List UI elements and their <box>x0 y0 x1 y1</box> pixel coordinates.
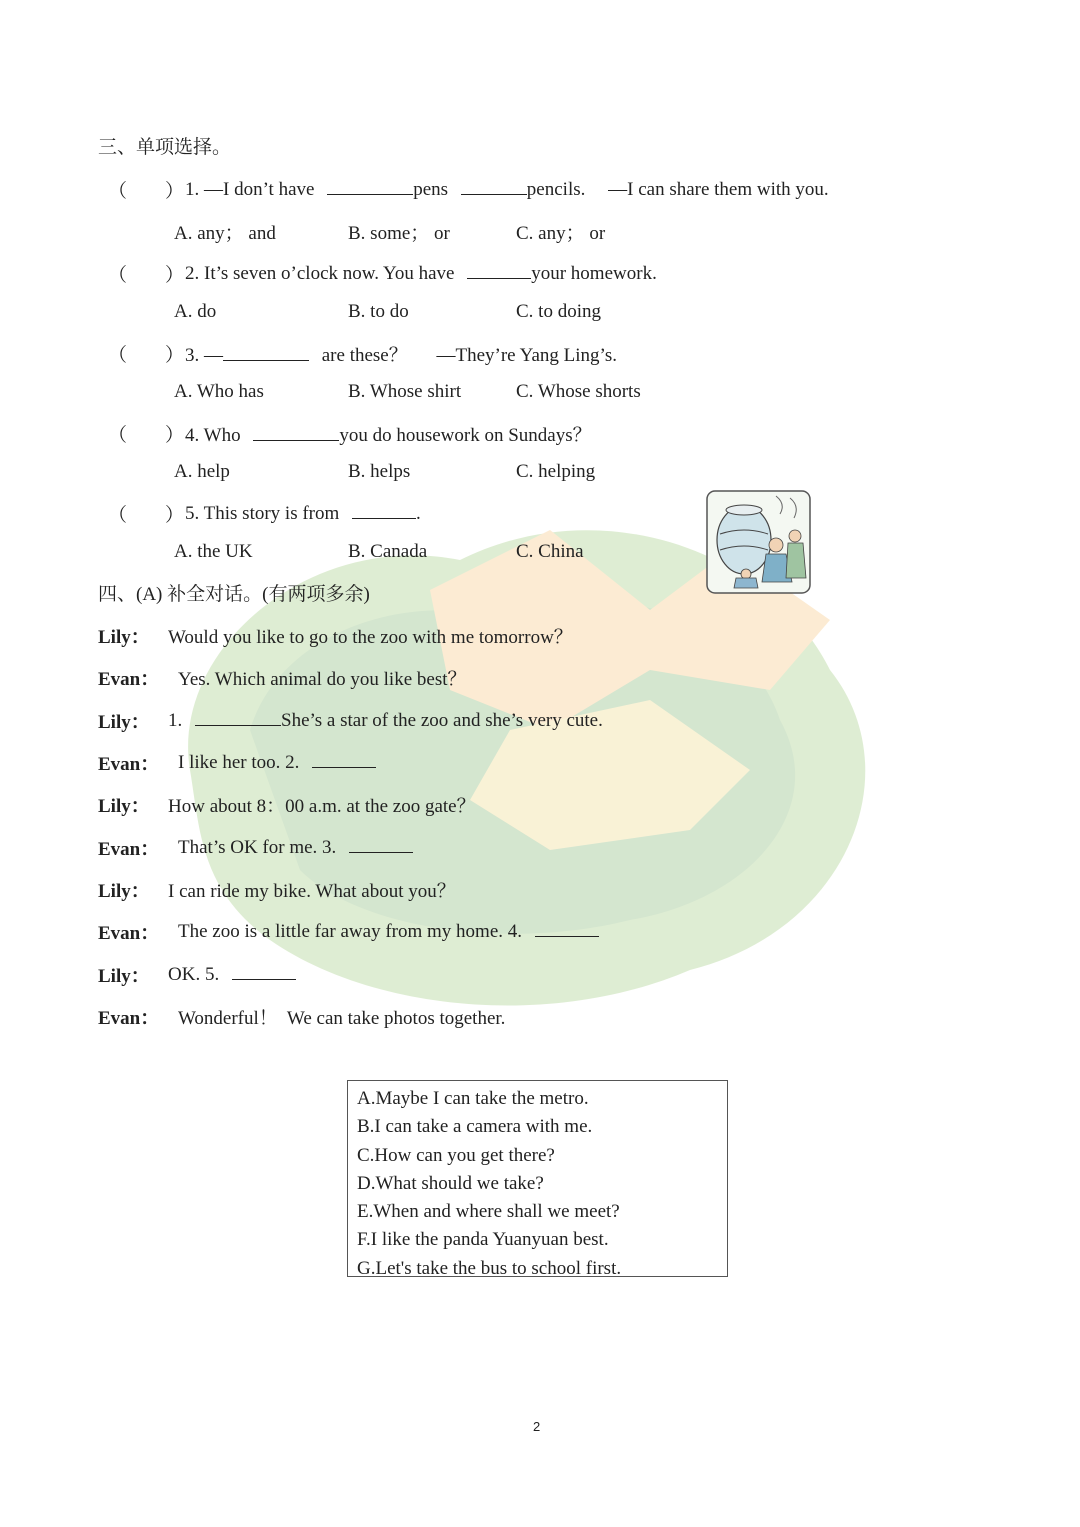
option-a: A. Who has <box>174 381 264 402</box>
question-text-post: you do housework on Sundays？ <box>339 425 592 446</box>
question-text-mid: pens <box>413 179 449 200</box>
option-a: A. help <box>174 461 230 482</box>
speaker-evan: Evan： <box>98 754 160 775</box>
choice-item: E.When and where shall we meet? <box>357 1201 620 1223</box>
dialogue-line-pre: That’s OK for me. 3. <box>178 837 337 858</box>
option-c: C. Whose shorts <box>516 381 641 402</box>
answer-blank[interactable] <box>535 918 599 937</box>
story-illustration <box>706 490 811 594</box>
answer-blank[interactable] <box>349 834 413 853</box>
speaker-lily: Lily： <box>98 966 150 987</box>
speaker-evan: Evan： <box>98 923 160 944</box>
option-b: B. Canada <box>348 541 428 562</box>
answer-paren-close: ） <box>165 265 185 286</box>
option-c: C. any； or <box>516 223 606 244</box>
section-3-title: 三、单项选择。 <box>98 137 232 158</box>
question-text-pre: 2. It’s seven o’clock now. You have <box>185 263 455 284</box>
dialogue-line-pre: I like her too. 2. <box>178 752 300 773</box>
option-b: B. to do <box>348 301 409 322</box>
answer-paren-open: （ <box>108 181 128 202</box>
answer-blank[interactable] <box>253 422 339 441</box>
answer-blank[interactable] <box>312 749 376 768</box>
question-text-post: are these？ <box>321 345 408 366</box>
option-a: A. do <box>174 301 217 322</box>
speaker-evan: Evan： <box>98 669 160 690</box>
answer-paren-open: （ <box>108 345 128 366</box>
section-4-title: 四、(A) 补全对话。(有两项多余) <box>98 584 370 605</box>
question-text-post: your homework. <box>531 263 657 284</box>
speaker-evan: Evan： <box>98 839 160 860</box>
question-text-tail: —I can share them with you. <box>608 179 829 200</box>
option-b: B. helps <box>348 461 411 482</box>
answer-choices-box <box>347 1080 728 1277</box>
dialogue-line-pre: 1. <box>168 710 183 731</box>
speaker-lily: Lily： <box>98 796 150 817</box>
option-c: C. helping <box>516 461 596 482</box>
question-text-pre: 5. This story is from <box>185 503 340 524</box>
dialogue-line-post: She’s a star of the zoo and she’s very cute. <box>281 710 603 731</box>
question-text-tail: —They’re Yang Ling’s. <box>436 345 617 366</box>
answer-paren-close: ） <box>165 181 185 202</box>
choice-item: A.Maybe I can take the metro. <box>357 1088 589 1109</box>
speaker-lily: Lily： <box>98 881 150 902</box>
dialogue-line: How about 8：00 a.m. at the zoo gate？ <box>168 796 476 817</box>
choice-item: B.I can take a camera with me. <box>357 1116 593 1138</box>
question-text-post: pencils. <box>526 179 586 200</box>
dialogue-line: Wonderful！ We can take photos together. <box>178 1008 506 1029</box>
dialogue-line: I can ride my bike. What about you？ <box>168 881 456 902</box>
option-a: A. the UK <box>174 541 253 562</box>
option-b: B. some； or <box>348 223 450 244</box>
answer-blank[interactable] <box>352 500 416 519</box>
answer-paren-open: （ <box>108 505 128 526</box>
option-b: B. Whose shirt <box>348 381 462 402</box>
answer-blank[interactable] <box>327 176 413 195</box>
question-text-pre: 1. —I don’t have <box>185 179 315 200</box>
option-c: C. China <box>516 541 584 562</box>
answer-paren-open: （ <box>108 425 128 446</box>
choice-item: C.How can you get there? <box>357 1144 555 1166</box>
answer-paren-close: ） <box>165 425 185 446</box>
answer-blank[interactable] <box>467 260 531 279</box>
question-text-pre: 3. — <box>185 345 223 366</box>
choice-item: F.I like the panda Yuanyuan best. <box>357 1229 609 1251</box>
question-text-post: . <box>416 503 421 524</box>
answer-paren-close: ） <box>165 345 185 366</box>
answer-paren-open: （ <box>108 265 128 286</box>
answer-blank[interactable] <box>232 961 296 980</box>
speaker-lily: Lily： <box>98 627 150 648</box>
dialogue-line: Would you like to go to the zoo with me tomorrow？ <box>168 627 573 648</box>
dialogue-line-pre: The zoo is a little far away from my home. 4. <box>178 921 523 942</box>
answer-blank[interactable] <box>195 707 281 726</box>
choice-item: G.Let's take the bus to school first. <box>357 1257 622 1279</box>
speaker-lily: Lily： <box>98 712 150 733</box>
answer-blank[interactable] <box>223 342 309 361</box>
dialogue-line-pre: OK. 5. <box>168 964 220 985</box>
page-number: 2 <box>533 1419 541 1434</box>
choice-item: D.What should we take? <box>357 1172 544 1194</box>
answer-blank[interactable] <box>461 176 527 195</box>
question-text-pre: 4. Who <box>185 425 241 446</box>
option-c: C. to doing <box>516 301 601 322</box>
dialogue-line: Yes. Which animal do you like best？ <box>178 669 467 690</box>
option-a: A. any； and <box>174 223 276 244</box>
speaker-evan: Evan： <box>98 1008 160 1029</box>
answer-paren-close: ） <box>165 505 185 526</box>
